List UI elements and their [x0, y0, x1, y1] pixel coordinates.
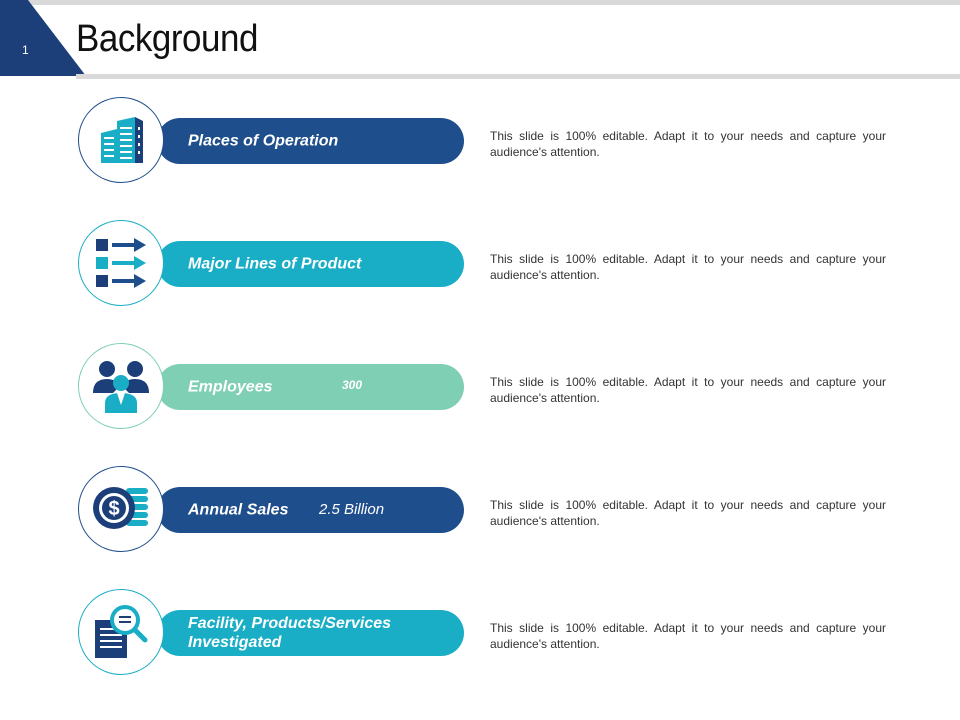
pill-label-line1: Facility, Products/Services — [188, 615, 392, 632]
page-title: Background — [76, 18, 258, 60]
icon-circle — [78, 589, 164, 675]
dollar-coins-icon — [92, 482, 150, 536]
list-item — [0, 589, 960, 685]
list-item — [0, 466, 960, 562]
icon-circle — [78, 97, 164, 183]
row-description: This slide is 100% editable. Adapt it to your needs and capture your audience's attention. — [490, 375, 886, 405]
top-divider — [18, 0, 960, 5]
list-item — [0, 343, 960, 439]
icon-circle — [78, 220, 164, 306]
pill-label — [188, 614, 391, 652]
product-lines-icon — [94, 237, 148, 289]
employees-count: 300 — [342, 378, 363, 392]
row-description: This slide is 100% editable. Adapt it to your needs and capture your audience's attention. — [490, 252, 886, 282]
places-of-operation-pill — [157, 118, 464, 164]
employees-icon — [93, 359, 149, 413]
list-item — [0, 220, 960, 316]
major-lines-of-product-pill — [157, 241, 464, 287]
facility-products-services-pill — [157, 610, 464, 656]
pill-label: Annual Sales — [188, 501, 289, 519]
employees-pill — [157, 364, 464, 410]
row-description: This slide is 100% editable. Adapt it to your needs and capture your audience's attention. — [490, 621, 886, 651]
svg-text:$: $ — [108, 498, 120, 520]
annual-sales-pill — [157, 487, 464, 533]
list-item — [0, 97, 960, 193]
document-search-icon — [93, 604, 149, 660]
pill-label-line2: Investigated — [188, 634, 282, 651]
annual-sales-value: 2.5 Billion — [319, 501, 385, 518]
row-description: This slide is 100% editable. Adapt it to your needs and capture your audience's attention. — [490, 129, 886, 159]
icon-circle — [78, 343, 164, 429]
pill-label: Major Lines of Product — [188, 255, 362, 273]
row-description: This slide is 100% editable. Adapt it to your needs and capture your audience's attention. — [490, 498, 886, 528]
header-divider — [76, 74, 960, 79]
pill-label: Employees — [188, 378, 273, 396]
icon-circle — [78, 466, 164, 552]
pill-label: Places of Operation — [188, 132, 339, 150]
building-icon — [95, 115, 147, 165]
slide-number: 1 — [22, 43, 29, 57]
